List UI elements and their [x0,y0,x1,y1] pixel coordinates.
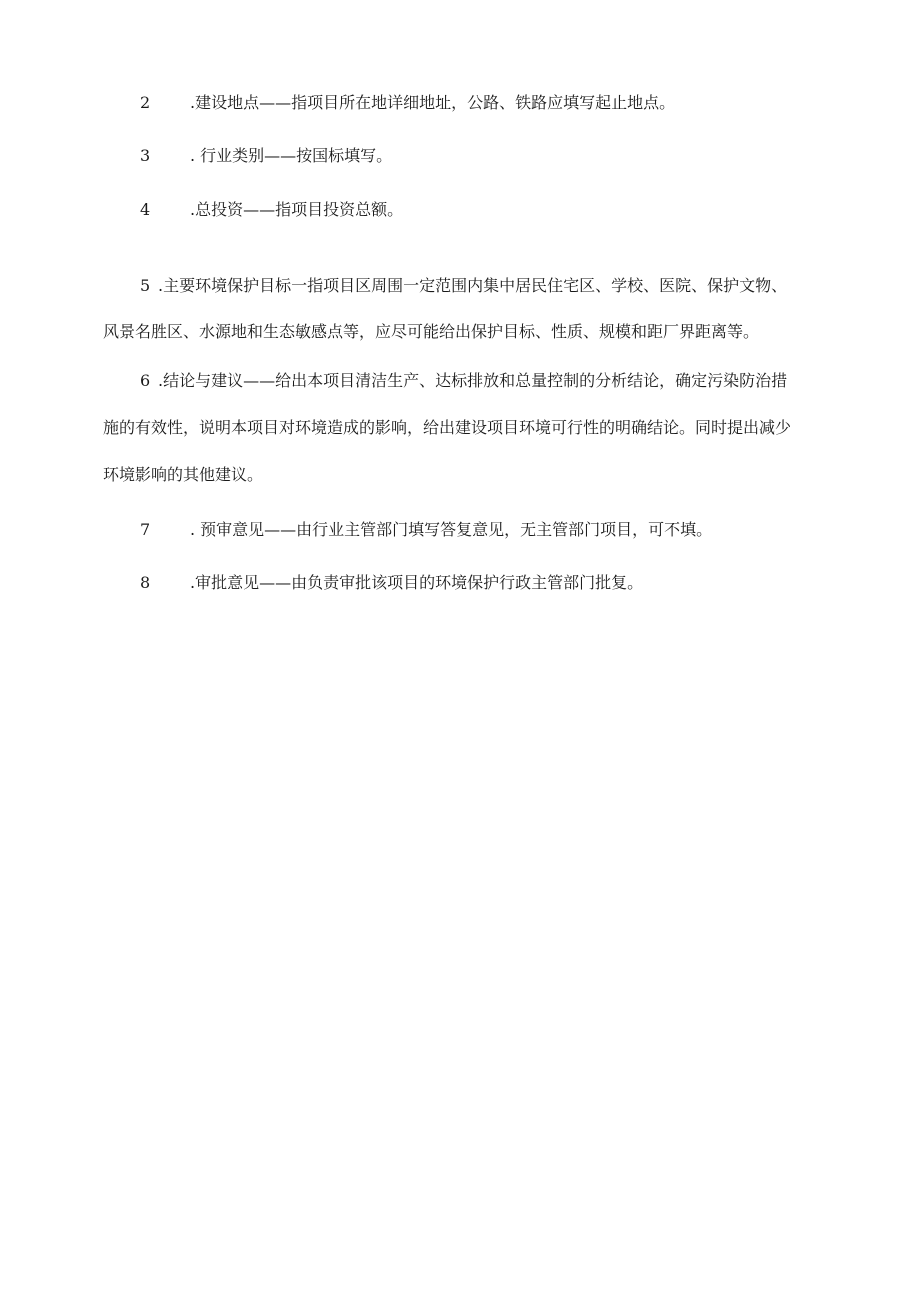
item-5-continuation [103,321,759,343]
item-6-continuation-2 [103,464,263,486]
item-text-continuation: 环境影响的其他建议。 [103,465,264,484]
item-text-continuation: 施的有效性，说明本项目对环境造成的影响，给出建设项目环境可行性的明确结论。同时提出减少 [103,418,792,437]
item-text: . 预审意见——由行业主管部门填写答复意见，无主管部门项目，可不填。 [190,520,713,539]
item-text: .审批意见——由负责审批该项目的环境保护行政主管部门批复。 [190,573,644,592]
item-3 [140,145,392,167]
item-7 [140,519,712,541]
item-number: 7 [140,520,151,539]
item-text-continuation: 风景名胜区、水源地和生态敏感点等，应尽可能给出保护目标、性质、规模和距厂界距离等。 [103,322,760,341]
item-number: 3 [140,146,151,165]
item-4 [140,199,403,221]
item-8 [140,572,643,594]
item-text: .结论与建议——给出本项目清洁生产、达标排放和总量控制的分析结论，确定污染防治措 [158,371,788,390]
item-text: .主要环境保护目标一指项目区周围一定范围内集中居民住宅区、学校、医院、保护文物、 [158,276,788,295]
item-number: 4 [140,200,151,219]
item-5 [140,275,787,297]
item-number: 5 [140,276,151,295]
item-2 [140,92,675,114]
item-6 [140,370,787,392]
item-number: 2 [140,93,151,112]
item-text: .建设地点——指项目所在地详细地址，公路、铁路应填写起止地点。 [190,93,676,112]
item-6-continuation-1 [103,417,791,439]
item-number: 6 [140,371,151,390]
item-number: 8 [140,573,151,592]
item-text: . 行业类别——按国标填写。 [190,146,393,165]
item-text: .总投资——指项目投资总额。 [190,200,404,219]
